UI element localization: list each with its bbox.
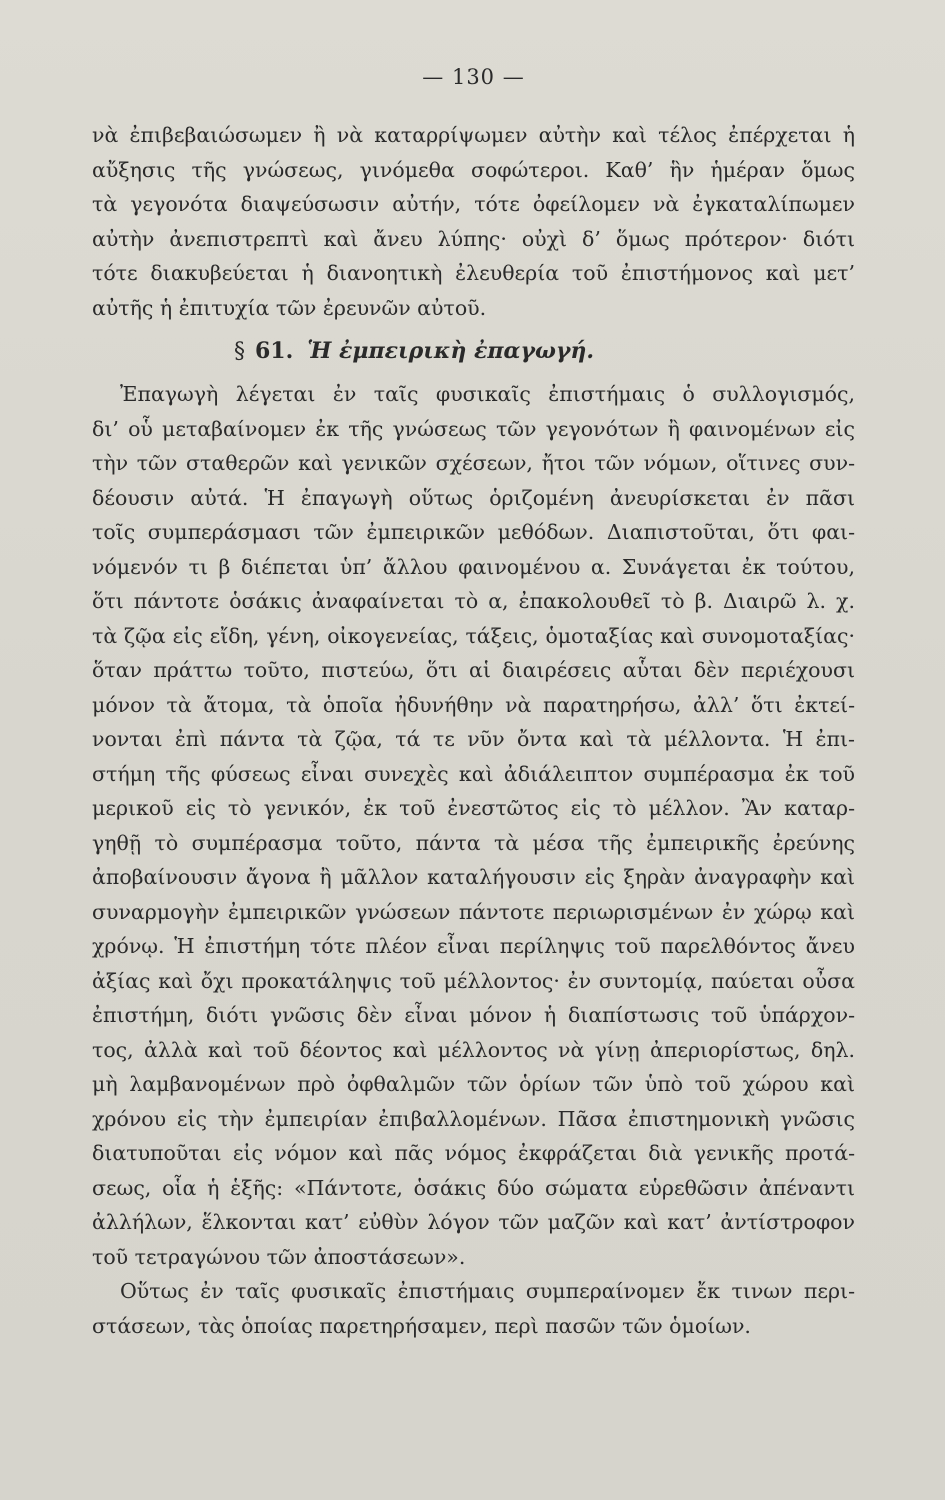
text-line: τότε διακυβεύεται ἡ διανοητικὴ ἐλευθερία τοῦ ἐπιστήμονος καὶ μετ’ [92,261,855,285]
text-line: ὅταν πράττω τοῦτο, πιστεύω, ὅτι αἱ διαιρέσεις αὗται δὲν περιέχουσι [92,658,855,682]
text-line: συναρμογὴν ἐμπειρικῶν γνώσεων πάντοτε περιωρισμένων ἐν χώρῳ καὶ [92,899,855,924]
text-line: στήμη τῆς φύσεως εἶναι συνεχὲς καὶ ἀδιάλειπτον συμπέρασμα ἐκ τοῦ [92,761,855,786]
page-number: — 130 — [422,65,525,89]
text-line: ἀποβαίνουσιν ἄγονα ἢ μᾶλλον καταλήγουσιν εἰς ξηρὰν ἀναγραφὴν καὶ [92,865,855,889]
text-line: νόμενόν τι β διέπεται ὑπ’ ἄλλου φαινομένου α. Συνάγεται ἐκ τούτου, [92,554,855,579]
text-line: τὰ γεγονότα διαψεύσωσιν αὐτήν, τότε ὀφείλομεν νὰ ἐγκαταλίπωμεν [92,192,855,216]
text-line: τος, ἀλλὰ καὶ τοῦ δέοντος καὶ μέλλοντος νὰ γίνῃ ἀπεριορίστως, δηλ. [92,1037,855,1062]
text-line: γηθῇ τὸ συμπέρασμα τοῦτο, πάντα τὰ μέσα τῆς ἐμπειρικῆς ἐρεύνης [92,830,855,855]
text-line: νὰ ἐπιβεβαιώσωμεν ἢ νὰ καταρρίψωμεν αὐτὴν καὶ τέλος ἐπέρχεται ἡ [92,123,855,147]
section-symbol: § [234,339,245,364]
text-line: ἀξίας καὶ ὄχι προκατάληψις τοῦ μέλλοντος· ἐν συντομίᾳ, παύεται οὖσα [92,968,855,993]
text-line: στάσεων, τὰς ὁποίας παρετηρήσαμεν, περὶ πασῶν τῶν ὁμοίων. [92,1313,751,1338]
paragraph-1 [92,118,855,325]
text-line: Οὕτως ἐν ταῖς φυσικαῖς ἐπιστήμαις συμπεραίνομεν ἔκ τινων περι- [120,1279,855,1303]
text-line: χρόνου εἰς τὴν ἐμπειρίαν ἐπιβαλλομένων. Πᾶσα ἐπιστημονικὴ γνῶσις [92,1106,855,1131]
text-line: χρόνῳ. Ἡ ἐπιστήμη τότε πλέον εἶναι περίληψις τοῦ παρελθόντος ἄνευ [92,934,855,958]
section-heading [92,331,855,371]
text-line: αὐτῆς ἡ ἐπιτυχία τῶν ἐρευνῶν αὐτοῦ. [92,295,487,320]
text-line: ἀλλήλων, ἕλκονται κατ’ εὐθὺν λόγον τῶν μαζῶν καὶ κατ’ ἀντίστροφον [92,1210,855,1234]
section-title: Ἡ ἐμπειρικὴ ἐπαγωγή. [307,338,595,364]
text-line: Ἐπαγωγὴ λέγεται ἐν ταῖς φυσικαῖς ἐπιστήμαις ὁ συλλογισμός, [120,382,855,406]
text-line: νονται ἐπὶ πάντα τὰ ζῷα, τά τε νῦν ὄντα καὶ τὰ μέλλοντα. Ἡ ἐπι- [92,727,855,751]
text-line: τοῦ τετραγώνου τῶν ἀποστάσεων». [92,1244,466,1269]
text-line: δέουσιν αὐτά. Ἡ ἐπαγωγὴ οὕτως ὁριζομένη ἀνευρίσκεται ἐν πᾶσι [92,485,855,510]
text-line: τὴν τῶν σταθερῶν καὶ γενικῶν σχέσεων, ἤτοι τῶν νόμων, οἵτινες συν- [92,451,855,475]
text-line: σεως, οἷα ἡ ἑξῆς: «Πάντοτε, ὁσάκις δύο σώματα εὑρεθῶσιν ἀπέναντι [92,1175,855,1200]
text-line: μὴ λαμβανομένων πρὸ ὀφθαλμῶν τῶν ὁρίων τῶν ὑπὸ τοῦ χώρου καὶ [92,1072,855,1096]
text-line: μερικοῦ εἰς τὸ γενικόν, ἐκ τοῦ ἐνεστῶτος εἰς τὸ μέλλον. Ἂν καταρ- [92,796,855,820]
paragraph-2 [92,377,855,1274]
text-line: ἐπιστήμη, διότι γνῶσις δὲν εἶναι μόνον ἡ διαπίστωσις τοῦ ὑπάρχον- [92,1003,855,1027]
text-line: τοῖς συμπεράσμασι τῶν ἐμπειρικῶν μεθόδων. Διαπιστοῦται, ὅτι φαι- [92,520,855,544]
text-line: δι’ οὗ μεταβαίνομεν ἐκ τῆς γνώσεως τῶν γεγονότων ἢ φαινομένων εἰς [92,416,855,441]
text-line: ὅτι πάντοτε ὁσάκις ἀναφαίνεται τὸ α, ἐπακολουθεῖ τὸ β. Διαιρῶ λ. χ. [92,589,855,613]
text-line: τὰ ζῷα εἰς εἴδη, γένη, οἰκογενείας, τάξεις, ὁμοταξίας καὶ συνομοταξίας· [92,623,855,648]
section-number: 61. [255,338,294,364]
text-line: αὐτὴν ἀνεπιστρεπτὶ καὶ ἄνευ λύπης· οὐχὶ δ’ ὅμως πρότερον· διότι [92,226,855,251]
paragraph-3 [92,1274,855,1343]
text-line: αὔξησις τῆς γνώσεως, γινόμεθα σοφώτεροι. Καθ’ ἣν ἡμέραν ὅμως [92,157,855,182]
text-line: μόνον τὰ ἄτομα, τὰ ὁποῖα ἠδυνήθην νὰ παρατηρήσω, ἀλλ’ ὅτι ἐκτεί- [92,692,855,717]
text-line: διατυποῦται εἰς νόμον καὶ πᾶς νόμος ἐκφράζεται διὰ γενικῆς προτά- [92,1141,855,1165]
